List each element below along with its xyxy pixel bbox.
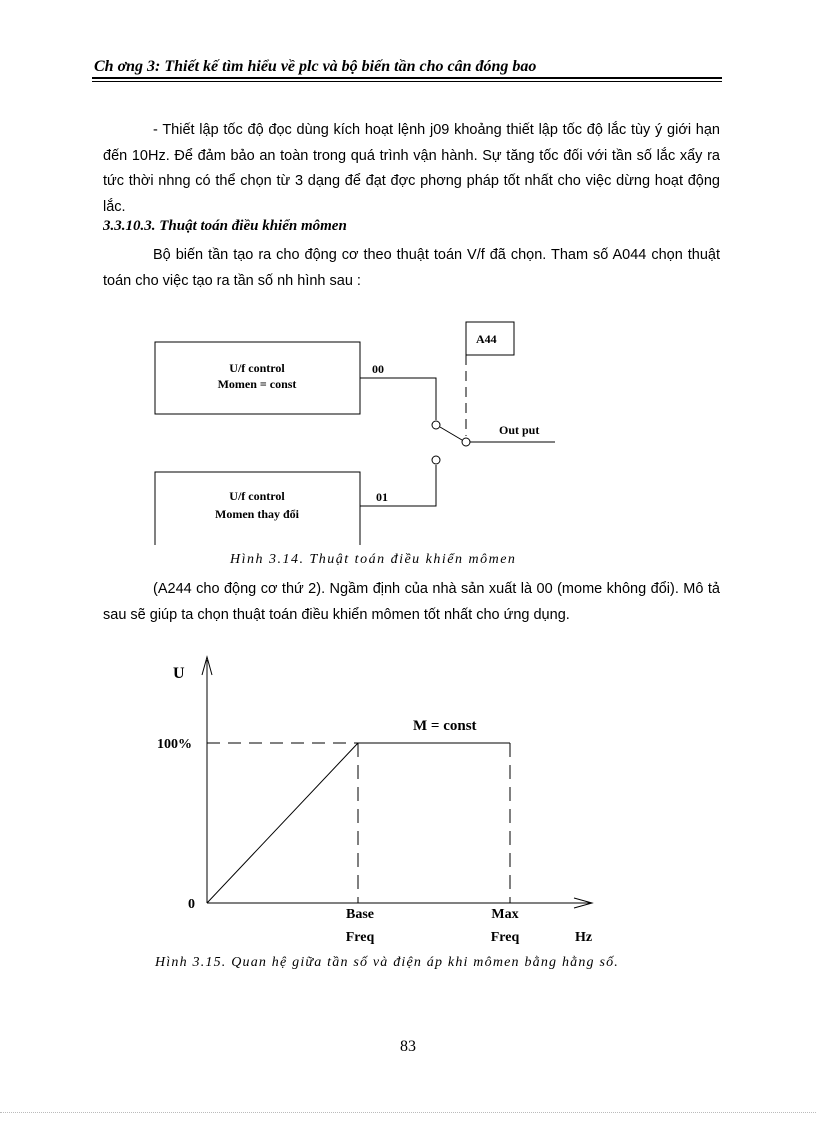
paragraph-shake-speed: - Thiết lập tốc độ đọc dùng kích hoạt lệnh j09 khoảng thiết lập tốc độ lắc tùy ý giới hạn đến 10Hz. Để đảm bảo an toàn trong quá trình vận hành. Sự tăng tốc đối với tần số lắc xẩy ra tức thời nhng có thể chọn từ 3 dạng để đạt đợc phơng pháp tốt nhất cho việc dừng hoạt động lắc.	[103, 122, 720, 215]
page-bottom-border	[0, 1112, 816, 1113]
box2-line2: Momen thay đổi	[215, 507, 299, 521]
paragraph-torque-algorithm: Bộ biến tần tạo ra cho động cơ theo thuật toán V/f đã chọn. Tham số A044 chọn thuật toán cho việc tạo ra tần số nh hình sau :	[103, 247, 720, 289]
label-u: U	[173, 665, 185, 682]
paragraph-default-setting: (A244 cho động cơ thứ 2). Ngầm định của nhà sản xuất là 00 (mome không đổi). Mô tả sau sẽ giúp ta chọn thuật toán điều khiển mômen tốt nhất cho ứng dụng.	[103, 581, 720, 623]
vf-ramp-line	[207, 743, 358, 903]
label-base-freq: Freq	[345, 930, 375, 945]
box1-line2: Momen = const	[217, 377, 297, 391]
label-100-percent: 100%	[157, 737, 192, 752]
label-max-freq: Freq	[490, 930, 520, 945]
label-max: Max	[491, 907, 519, 922]
figure2-caption: Hình 3.15. Quan hệ giữa tần số và điện áp khi mômen bằng hằng số.	[155, 955, 619, 970]
label-01: 01	[376, 490, 388, 504]
figure1-caption: Hình 3.14. Thuật toán điều khiển mômen	[230, 552, 517, 567]
box1-line1: U/f control	[229, 361, 285, 375]
label-base: Base	[346, 907, 374, 922]
label-00: 00	[372, 362, 384, 376]
label-output: Out put	[499, 423, 540, 437]
label-a44: A44	[476, 332, 497, 346]
label-origin: 0	[188, 897, 195, 912]
page-number: 83	[400, 1038, 416, 1055]
label-hz: Hz	[575, 930, 593, 945]
box2-line1: U/f control	[229, 489, 285, 503]
section-heading: 3.3.10.3. Thuật toán điều khiển mômen	[103, 218, 347, 234]
label-m-const: M = const	[413, 718, 477, 734]
page-header: Ch ơng 3: Thiết kế tìm hiểu về plc và bộ biến tần cho cân đóng bao	[94, 58, 537, 75]
